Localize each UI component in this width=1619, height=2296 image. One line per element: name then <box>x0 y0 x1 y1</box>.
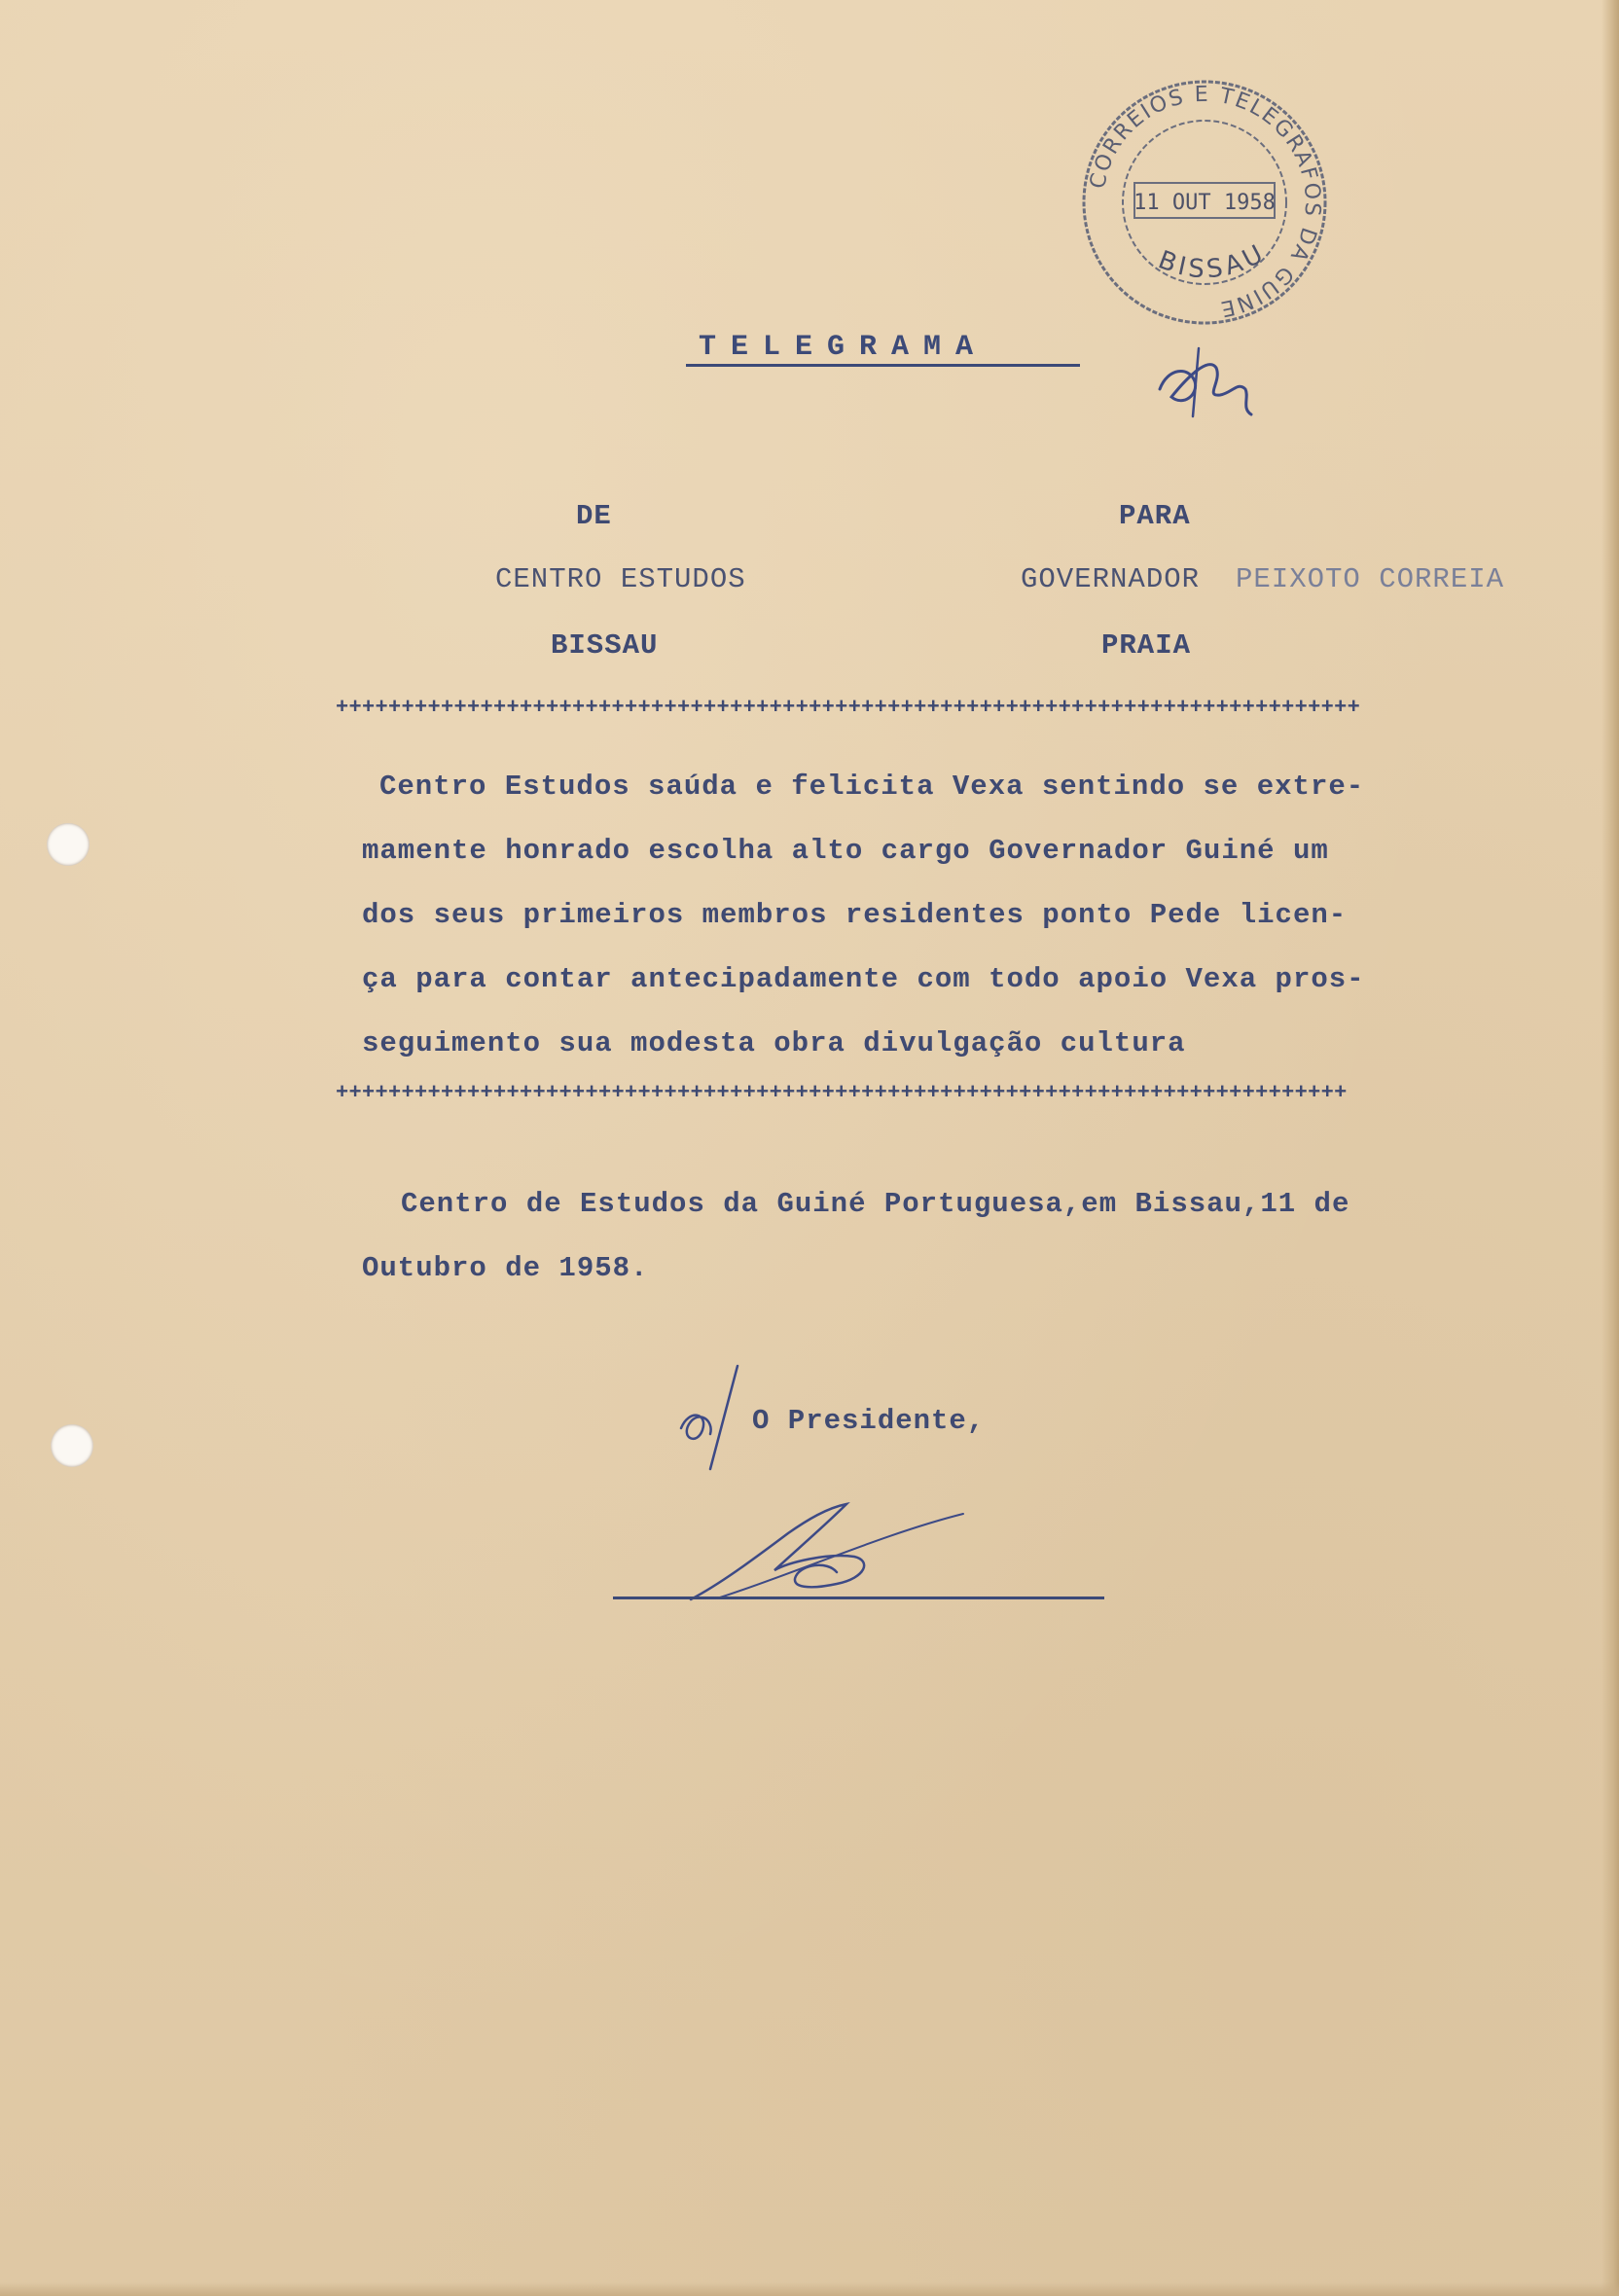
separator-bottom: +++++++++++++++++++++++++++++++++++++++++++++++++++++++++++++++++++++++++++++ <box>336 1081 1348 1105</box>
handwritten-po-mark <box>675 1360 763 1477</box>
recipient-title: GOVERNADOR <box>1021 563 1201 595</box>
stamp-date: 11 OUT 1958 <box>1133 191 1276 215</box>
message-body <box>362 755 1461 1076</box>
message-line: dos seus primeiros membros residentes ponto Pede licen- <box>362 899 1348 931</box>
sender-name: CENTRO ESTUDOS <box>495 563 746 595</box>
message-line: mamente honrado escolha alto cargo Governador Guiné um <box>362 835 1329 867</box>
recipient-location: PRAIA <box>1101 629 1192 662</box>
signoff-text: O Presidente, <box>752 1405 986 1437</box>
place-and-date <box>362 1172 1349 1301</box>
postmark-stamp <box>1078 76 1331 329</box>
svg-text:BISSAU <box>1154 238 1271 285</box>
recipient-name: PEIXOTO CORREIA <box>1236 563 1505 595</box>
separator-top: ++++++++++++++++++++++++++++++++++++++++++++++++++++++++++++++++++++++++++++++ <box>336 696 1361 720</box>
president-signature <box>681 1494 973 1611</box>
handwritten-initials <box>1148 339 1265 426</box>
place-date-line: Centro de Estudos da Guiné Portuguesa,em Bissau,11 de <box>401 1188 1350 1220</box>
punch-hole-top <box>47 823 90 866</box>
stamp-place: BISSAU <box>1154 237 1272 285</box>
stamp-ring-text: CORREIOS E TELEGRAFOS DA GUINE <box>1085 82 1325 321</box>
paper-edge-bottom <box>0 2282 1619 2296</box>
paper-edge-right <box>1601 0 1619 2296</box>
message-line: Centro Estudos saúda e felicita Vexa sentindo se extre- <box>379 771 1365 803</box>
sender-location: BISSAU <box>551 629 659 662</box>
title-underline <box>686 364 1080 367</box>
punch-hole-bottom <box>51 1424 93 1467</box>
place-date-line: Outubro de 1958. <box>362 1252 649 1284</box>
signature-line <box>613 1596 1104 1599</box>
message-line: ça para contar antecipadamente com todo apoio Vexa pros- <box>362 963 1365 995</box>
message-line: seguimento sua modesta obra divulgação cultura <box>362 1027 1186 1059</box>
to-label: PARA <box>1119 500 1191 532</box>
from-label: DE <box>576 500 612 532</box>
document-title: TELEGRAMA <box>699 331 989 364</box>
